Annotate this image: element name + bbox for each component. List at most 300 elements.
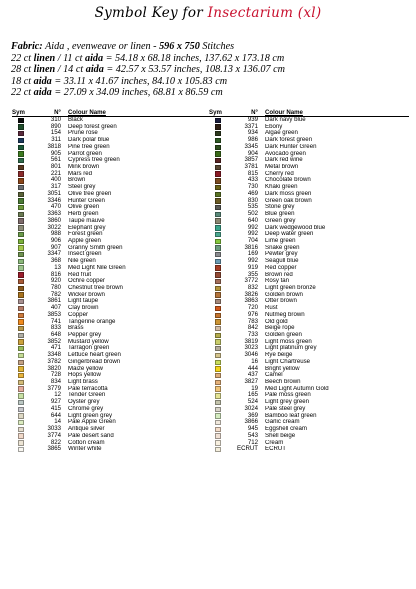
table-row: [209, 278, 409, 285]
symbol-swatch: [18, 386, 24, 391]
colour-name: Shell beige: [265, 432, 296, 439]
colour-name: Beige rope: [265, 325, 295, 332]
floss-number: 741: [50, 317, 61, 325]
colour-name: Chocolate brown: [265, 177, 311, 184]
floss-number: 904: [247, 149, 258, 157]
symbol-swatch: [18, 427, 24, 432]
symbol-swatch: [215, 292, 221, 297]
colour-name: Granny Smith green: [68, 244, 123, 251]
table-row: [209, 413, 409, 420]
table-row: [209, 204, 409, 211]
colour-name: Dark red wine: [265, 157, 303, 164]
colour-name: Algae green: [265, 130, 298, 137]
table-row: [209, 258, 409, 265]
number-header: N°: [54, 109, 61, 116]
size-count: 22 ct: [11, 87, 34, 99]
colour-name-header: Colour Name: [265, 109, 303, 116]
floss-number: 3772: [244, 277, 258, 285]
floss-number: 169: [247, 250, 258, 258]
floss-number: 648: [50, 331, 61, 338]
symbol-swatch: [215, 185, 221, 190]
table-row: [12, 164, 212, 171]
symbol-swatch: [18, 407, 24, 412]
symbol-swatch: [215, 346, 221, 351]
symbol-swatch: [18, 138, 24, 143]
symbol-swatch: [18, 265, 24, 270]
table-row: [209, 379, 409, 386]
size-dimensions: = 42.57 x 53.57 inches, 108.13 x 136.07 cm: [103, 64, 286, 76]
floss-number: 992: [247, 257, 258, 265]
symbol-swatch: [18, 178, 24, 183]
size-count: / 14 ct: [55, 64, 86, 76]
size-dimensions: = 54.18 x 68.18 inches, 137.62 x 173.18 cm: [103, 52, 285, 64]
symbol-swatch: [215, 138, 221, 143]
symbol-swatch: [18, 433, 24, 438]
table-row: [209, 238, 409, 245]
table-row: [12, 345, 212, 352]
colour-name: Clay brown: [68, 305, 99, 312]
colour-name: ECRUT: [265, 446, 286, 453]
colour-name: Brass: [68, 325, 84, 332]
floss-number: 927: [50, 398, 61, 406]
floss-number: 986: [247, 136, 258, 144]
colour-name: Tarragon green: [68, 345, 110, 352]
floss-number: 3346: [47, 196, 61, 204]
table-row: [209, 298, 409, 305]
table-row: [209, 191, 409, 198]
colour-name: Brown red: [265, 271, 293, 278]
floss-number: 3774: [47, 431, 61, 439]
floss-number: 3816: [244, 243, 258, 251]
floss-number: 13: [54, 263, 61, 271]
colour-name: Golden brown: [265, 291, 303, 298]
colour-name: Pale Apple Green: [68, 419, 116, 426]
symbol-swatch: [215, 158, 221, 163]
colour-name: Pale desert sand: [68, 432, 114, 439]
table-row: [12, 352, 212, 359]
table-row: [12, 117, 212, 124]
symbol-swatch: [18, 165, 24, 170]
colour-name: Dark moss green: [265, 190, 312, 197]
sym-header: Sym: [12, 109, 25, 116]
colour-name: Maize yellow: [68, 365, 103, 372]
floss-number: 14: [54, 418, 61, 426]
floss-number: 822: [50, 438, 61, 446]
symbol-swatch: [18, 118, 24, 123]
floss-number: 644: [50, 411, 61, 419]
floss-number: 712: [247, 438, 258, 446]
floss-number: 905: [50, 149, 61, 157]
symbol-swatch: [18, 440, 24, 445]
symbol-swatch: [215, 326, 221, 331]
table-row: [12, 137, 212, 144]
table-row: [12, 446, 212, 453]
symbol-swatch: [215, 420, 221, 425]
size-fabric: aida: [85, 64, 104, 76]
table-row: [209, 305, 409, 312]
table-row: [12, 433, 212, 440]
symbol-swatch: [215, 171, 221, 176]
table-row: [209, 164, 409, 171]
colour-name: Tender Green: [68, 392, 106, 399]
table-row: [12, 184, 212, 191]
floss-number: 3779: [47, 384, 61, 392]
colour-name: Stone grey: [265, 204, 295, 211]
floss-number: 400: [50, 176, 61, 184]
symbol-swatch: [215, 373, 221, 378]
size-dimensions: = 33.11 x 41.67 inches, 84.10 x 105.83 cm: [51, 75, 228, 87]
table-row: [12, 231, 212, 238]
colour-name: Ochre copper: [68, 278, 105, 285]
floss-number: 469: [247, 189, 258, 197]
colour-name: Chestnut tree brown: [68, 284, 123, 291]
colour-name: Lime green: [265, 237, 296, 244]
symbol-swatch: [215, 386, 221, 391]
symbol-swatch: [18, 380, 24, 385]
symbol-swatch: [215, 407, 221, 412]
floss-number: 369: [247, 411, 258, 419]
symbol-swatch: [18, 447, 24, 452]
symbol-swatch: [215, 333, 221, 338]
table-row: [209, 372, 409, 379]
fabric-text: Aida , evenweave or linen -: [42, 41, 160, 52]
fabric-suffix: Stitches: [199, 41, 235, 52]
table-row: [209, 399, 409, 406]
colour-name: Garlic cream: [265, 419, 300, 426]
colour-name: Dark navy blue: [265, 117, 306, 123]
table-row: [209, 392, 409, 399]
floss-number: 165: [247, 391, 258, 399]
floss-number: 444: [247, 364, 258, 372]
floss-number: 3782: [47, 357, 61, 365]
symbol-swatch: [215, 319, 221, 324]
floss-number: 3826: [244, 290, 258, 298]
table-row: [12, 245, 212, 252]
colour-name: Cypress tree green: [68, 157, 120, 164]
colour-name: Beech brown: [265, 379, 301, 386]
floss-number: ECRUT: [237, 445, 258, 453]
floss-number: 3860: [47, 216, 61, 224]
floss-number: 3818: [47, 142, 61, 150]
symbol-swatch: [215, 265, 221, 270]
colour-name: Elephant grey: [68, 224, 106, 231]
symbol-swatch: [18, 259, 24, 264]
size-dimensions: = 27.09 x 34.09 inches, 68.81 x 86.59 cm: [51, 87, 223, 99]
table-row: [209, 325, 409, 332]
floss-number: 221: [50, 169, 61, 177]
colour-name: Light brass: [68, 379, 98, 386]
symbol-swatch: [18, 360, 24, 365]
floss-number: 3046: [244, 351, 258, 359]
table-row: [209, 124, 409, 131]
floss-number: 311: [51, 136, 61, 144]
symbol-swatch: [18, 346, 24, 351]
floss-number: 317: [50, 183, 61, 191]
colour-name: Dark wedgewood blue: [265, 224, 326, 231]
floss-number: 3866: [244, 418, 258, 426]
colour-name: Cotton cream: [68, 439, 105, 446]
colour-name: Chrome grey: [68, 405, 104, 412]
floss-number: 833: [50, 324, 61, 332]
table-row: [12, 272, 212, 279]
symbol-swatch: [18, 239, 24, 244]
colour-name: Hops yellow: [68, 372, 101, 379]
table-row: [12, 204, 212, 211]
size-count: / 11 ct: [55, 52, 85, 64]
colour-name: Mars red: [68, 170, 93, 177]
colour-name: Rust: [265, 305, 278, 312]
symbol-swatch: [18, 171, 24, 176]
colour-name: Old gold: [265, 318, 288, 325]
symbol-swatch: [215, 272, 221, 277]
symbol-swatch: [18, 286, 24, 291]
symbol-swatch: [215, 225, 221, 230]
floss-number: 3853: [47, 310, 61, 318]
table-row: [12, 278, 212, 285]
size-fabric: linen: [33, 52, 56, 64]
symbol-swatch: [215, 447, 221, 452]
symbol-swatch: [215, 259, 221, 264]
symbol-swatch: [215, 165, 221, 170]
floss-number: 782: [50, 290, 61, 298]
colour-name: Khaki green: [265, 184, 298, 191]
colour-name: Copper: [68, 311, 88, 318]
floss-number: 992: [247, 230, 258, 238]
symbol-swatch: [215, 440, 221, 445]
colour-name: Mustard yellow: [68, 338, 109, 345]
table-row: [12, 366, 212, 373]
table-row: [209, 386, 409, 393]
colour-name: Dark polar blue: [68, 137, 110, 144]
colour-name: Light platinum grey: [265, 345, 317, 352]
floss-number: 3023: [244, 344, 258, 352]
table-row: [12, 258, 212, 265]
fabric-stitches: 596 x 750: [159, 41, 200, 52]
symbol-swatch: [215, 178, 221, 183]
symbol-swatch: [215, 360, 221, 365]
symbol-swatch: [18, 366, 24, 371]
floss-number: 939: [247, 116, 258, 123]
colour-name: Blue green: [265, 211, 295, 218]
colour-name: Wicker brown: [68, 291, 105, 298]
colour-name: Med Light Autumn Gold: [265, 385, 329, 392]
colour-name: Steel grey: [68, 184, 96, 191]
symbol-swatch: [215, 427, 221, 432]
table-row: [209, 144, 409, 151]
floss-number: 830: [247, 196, 258, 204]
table-row: [12, 130, 212, 137]
floss-number: 433: [247, 176, 258, 184]
colour-name: Nutmeg brown: [265, 311, 305, 318]
table-row: [12, 238, 212, 245]
table-row: [12, 386, 212, 393]
colour-name: Deep water green: [265, 231, 314, 238]
floss-number: 3827: [244, 378, 258, 386]
table-row: [209, 218, 409, 225]
floss-number: 154: [50, 129, 61, 137]
table-row: [209, 211, 409, 218]
floss-number: 368: [50, 257, 61, 265]
floss-number: 730: [247, 183, 258, 191]
colour-name: Deep forest green: [68, 123, 117, 130]
table-row: [209, 319, 409, 326]
table-row: [209, 231, 409, 238]
colour-name: Light green grey: [68, 412, 113, 419]
floss-number: 783: [247, 317, 258, 325]
colour-name: Apple green: [68, 237, 101, 244]
number-header: N°: [251, 109, 258, 116]
floss-number: 3371: [244, 122, 258, 130]
symbol-swatch: [18, 158, 24, 163]
floss-number: 3781: [244, 163, 258, 171]
fabric-info: [11, 41, 411, 99]
table-row: [209, 419, 409, 426]
symbol-swatch: [18, 299, 24, 304]
floss-number: 437: [247, 371, 258, 379]
colour-name: Pewter grey: [265, 251, 298, 258]
table-row: [209, 339, 409, 346]
floss-number: 535: [247, 203, 258, 211]
colour-name: Black: [68, 117, 83, 123]
table-row: [209, 285, 409, 292]
symbol-swatch: [18, 279, 24, 284]
colour-name: Prune rose: [68, 130, 98, 137]
size-count: 28 ct: [11, 64, 34, 76]
table-row: [209, 406, 409, 413]
table-row: [12, 218, 212, 225]
symbol-swatch: [215, 198, 221, 203]
colour-name: Otter brown: [265, 298, 297, 305]
floss-number: 3347: [47, 250, 61, 258]
symbol-swatch: [18, 198, 24, 203]
table-row: [12, 292, 212, 299]
table-row: [12, 419, 212, 426]
colour-name: Cherry red: [265, 170, 294, 177]
colour-name: Lettuce heart green: [68, 352, 121, 359]
colour-name: Olive tree green: [68, 190, 112, 197]
colour-name: Forest green: [68, 231, 103, 238]
symbol-swatch: [215, 212, 221, 217]
symbol-swatch: [215, 124, 221, 129]
floss-number: 834: [50, 378, 61, 386]
floss-number: 355: [247, 270, 258, 278]
table-row: [209, 446, 409, 453]
symbol-swatch: [18, 313, 24, 318]
floss-number: 704: [247, 236, 258, 244]
floss-number: 934: [247, 129, 258, 137]
symbol-swatch: [215, 192, 221, 197]
table-row: [12, 359, 212, 366]
floss-number: 3820: [47, 364, 61, 372]
table-row: [12, 319, 212, 326]
symbol-swatch: [18, 353, 24, 358]
colour-name: Green grey: [265, 217, 296, 224]
table-row: [12, 191, 212, 198]
symbol-swatch: [18, 151, 24, 156]
table-row: [209, 312, 409, 319]
size-fabric: aida: [33, 75, 52, 87]
table-row: [209, 292, 409, 299]
colour-name: Parrot green: [68, 150, 102, 157]
symbol-swatch: [215, 145, 221, 150]
table-row: [12, 406, 212, 413]
colour-name: Metal brown: [265, 164, 299, 171]
symbol-swatch: [18, 420, 24, 425]
floss-number: 919: [247, 263, 258, 271]
symbol-swatch: [18, 218, 24, 223]
symbol-swatch: [215, 286, 221, 291]
table-row: [12, 332, 212, 339]
symbol-swatch: [18, 272, 24, 277]
floss-number: 907: [50, 243, 61, 251]
table-row: [209, 177, 409, 184]
colour-name: Rosy tan: [265, 278, 290, 285]
symbol-swatch: [18, 245, 24, 250]
colour-name: Bamboo leaf green: [265, 412, 317, 419]
table-row: [209, 345, 409, 352]
floss-number: 12: [54, 391, 61, 399]
symbol-swatch: [215, 306, 221, 311]
table-row: [209, 265, 409, 272]
floss-number: 415: [50, 404, 61, 412]
table-row: [209, 245, 409, 252]
table-row: [12, 413, 212, 420]
floss-number: 3865: [47, 445, 61, 453]
table-row: [12, 225, 212, 232]
table-row: [12, 325, 212, 332]
fabric-label: Fabric:: [11, 41, 43, 52]
table-row: [12, 265, 212, 272]
colour-name: Med Light Nile Green: [68, 264, 126, 271]
floss-number: 945: [247, 425, 258, 433]
floss-number: 3363: [47, 210, 61, 218]
symbol-swatch: [215, 380, 221, 385]
floss-number: 640: [247, 216, 258, 224]
floss-number: 3033: [47, 425, 61, 433]
floss-number: 3348: [47, 351, 61, 359]
colour-name: Camel: [265, 372, 283, 379]
floss-number: 407: [50, 304, 61, 312]
colour-name: Brown: [68, 177, 86, 184]
symbol-swatch: [215, 232, 221, 237]
table-row: [12, 312, 212, 319]
floss-number: 3819: [244, 337, 258, 345]
table-row: [12, 379, 212, 386]
symbol-swatch: [215, 239, 221, 244]
size-fabric: aida: [33, 87, 52, 99]
table-row: [209, 137, 409, 144]
table-header: [12, 108, 212, 117]
table-row: [209, 433, 409, 440]
colour-name-header: Colour Name: [68, 109, 106, 116]
symbol-swatch: [18, 252, 24, 257]
floss-number: 3852: [47, 337, 61, 345]
table-row: [12, 305, 212, 312]
colour-name: Pepper grey: [68, 332, 102, 338]
colour-name: Gingerbread brown: [68, 358, 121, 365]
table-row: [209, 352, 409, 359]
floss-number: 471: [50, 344, 61, 352]
symbol-swatch: [215, 245, 221, 250]
colour-name: Bright yellow: [265, 365, 300, 372]
table-row: [209, 225, 409, 232]
table-row: [12, 298, 212, 305]
symbol-swatch: [215, 218, 221, 223]
colour-name: Rye beige: [265, 352, 293, 359]
colour-name: Light Chartreuse: [265, 358, 311, 365]
table-row: [209, 171, 409, 178]
symbol-swatch: [18, 339, 24, 344]
